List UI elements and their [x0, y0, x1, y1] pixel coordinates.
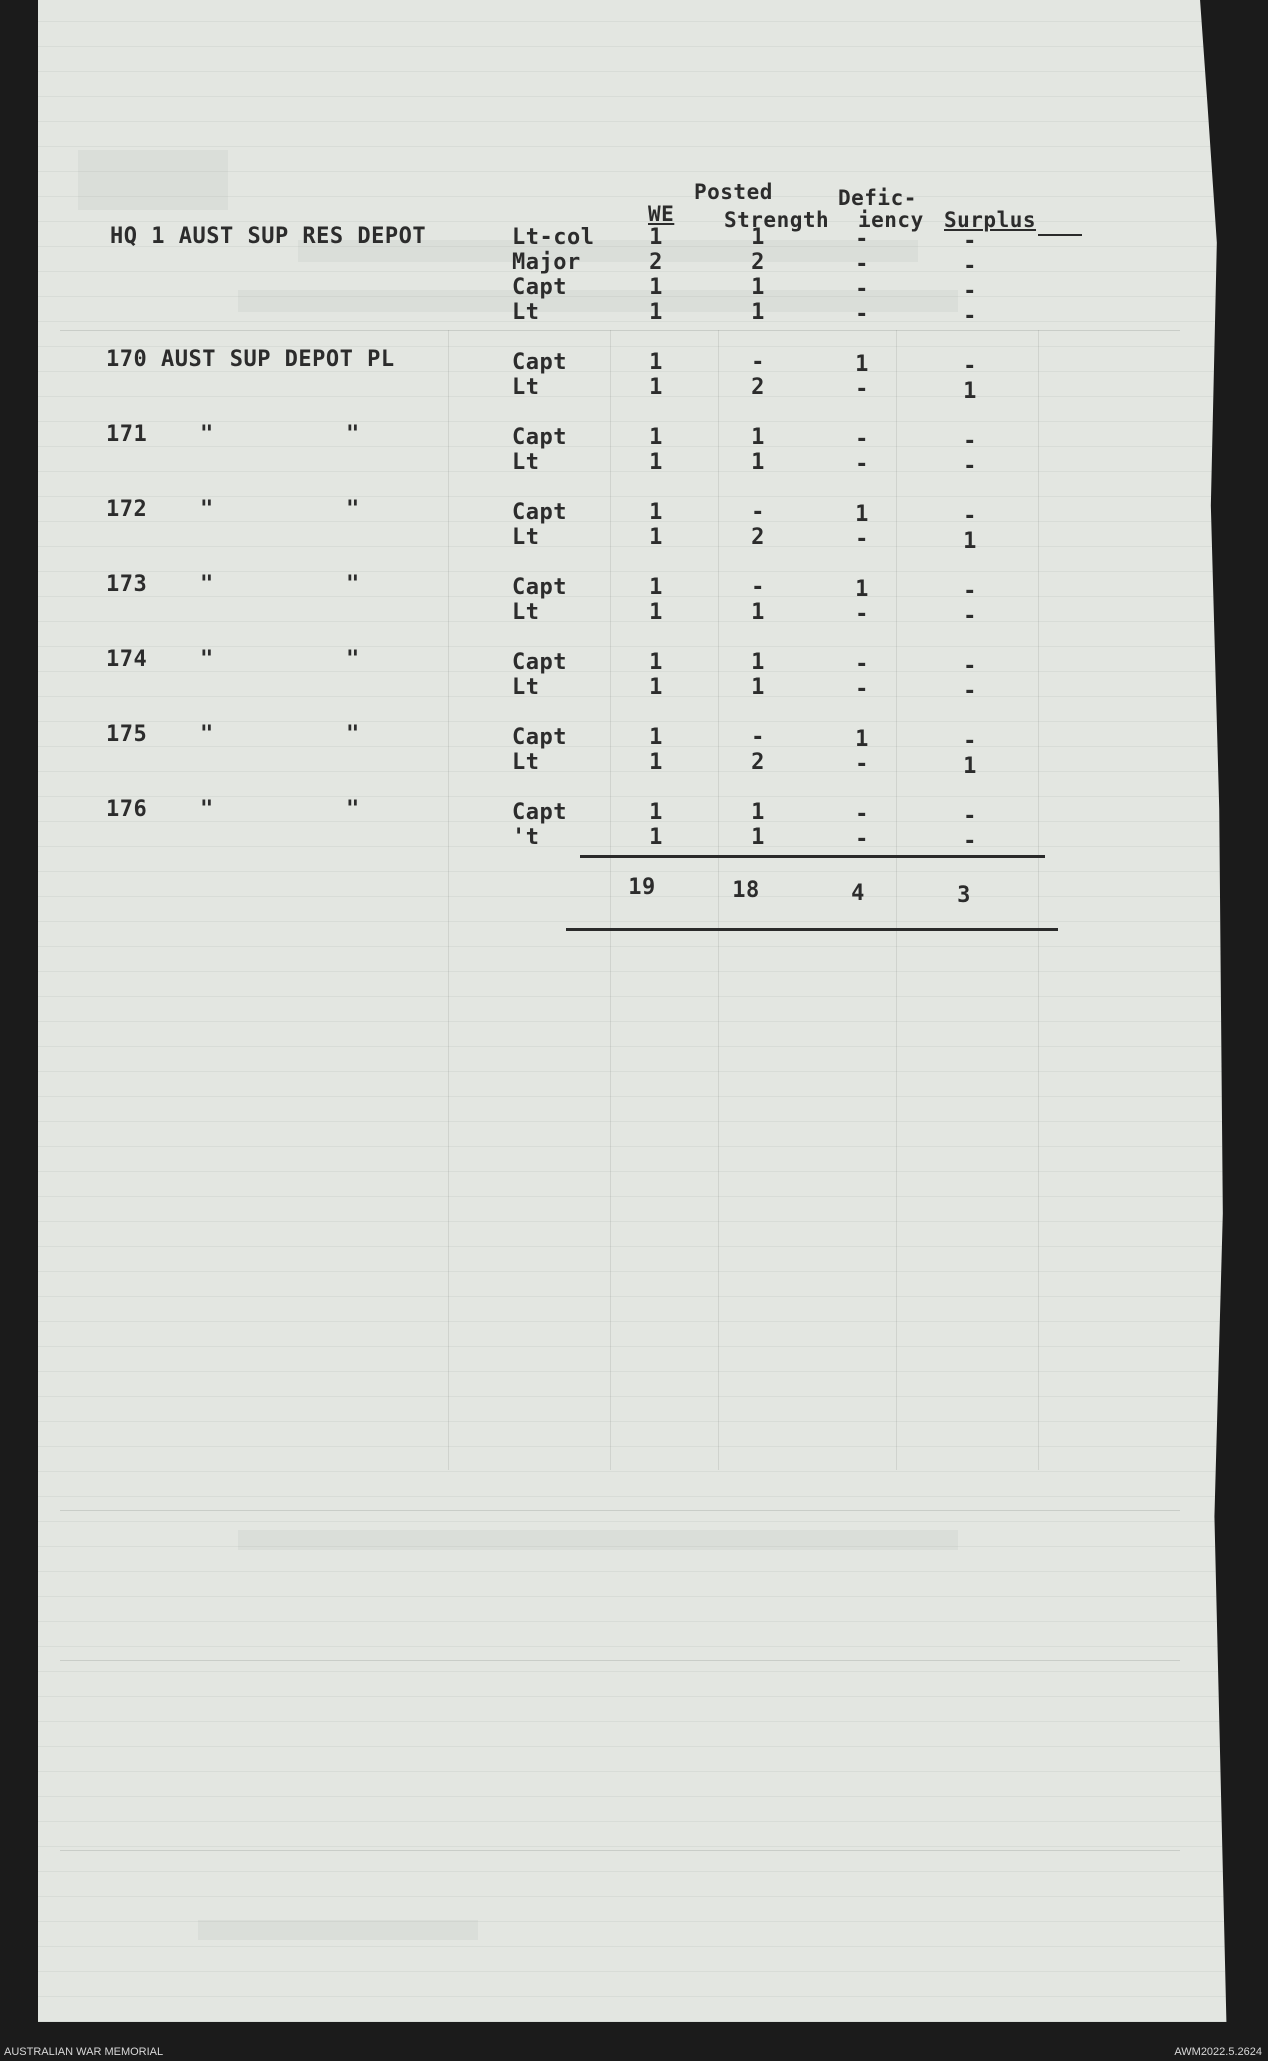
- rank-cell: Lt: [512, 600, 540, 625]
- deficiency-cell: -: [855, 252, 869, 277]
- header-deficiency-line2: iency: [858, 208, 924, 232]
- posted-cell: 1: [751, 450, 765, 475]
- ditto-mark: ": [200, 572, 214, 597]
- rank-cell: Capt: [512, 725, 567, 750]
- ghost-rule: [610, 330, 611, 1470]
- rank-cell: Capt: [512, 500, 567, 525]
- rank-cell: Lt: [512, 525, 540, 550]
- we-cell: 1: [649, 300, 663, 325]
- posted-cell: 2: [751, 375, 765, 400]
- unit-name: 174: [106, 647, 148, 672]
- ghost-stamp: [198, 1920, 478, 1940]
- surplus-cell: -: [963, 804, 977, 829]
- rank-cell: Lt: [512, 750, 540, 775]
- we-cell: 1: [649, 500, 663, 525]
- totals-top-rule: [580, 855, 1045, 858]
- ditto-mark: ": [200, 422, 214, 447]
- we-cell: 1: [649, 675, 663, 700]
- we-cell: 1: [649, 225, 663, 250]
- ghost-rule: [718, 330, 719, 1470]
- ditto-mark: ": [346, 422, 360, 447]
- footer-left: AUSTRALIAN WAR MEMORIAL: [4, 2046, 164, 2058]
- surplus-cell: -: [963, 354, 977, 379]
- deficiency-cell: -: [855, 277, 869, 302]
- ditto-mark: ": [346, 722, 360, 747]
- total-surplus: 3: [957, 883, 971, 908]
- posted-cell: 1: [751, 425, 765, 450]
- deficiency-cell: -: [855, 302, 869, 327]
- posted-cell: 1: [751, 225, 765, 250]
- deficiency-cell: -: [855, 452, 869, 477]
- surplus-cell: -: [963, 254, 977, 279]
- surplus-cell: 1: [963, 379, 977, 404]
- rank-cell: Capt: [512, 575, 567, 600]
- deficiency-cell: 1: [855, 352, 869, 377]
- rank-cell: Lt: [512, 375, 540, 400]
- posted-cell: 2: [751, 525, 765, 550]
- posted-cell: -: [751, 500, 765, 525]
- ghost-rule: [60, 1660, 1180, 1661]
- posted-cell: 1: [751, 275, 765, 300]
- we-cell: 1: [649, 450, 663, 475]
- we-cell: 1: [649, 275, 663, 300]
- surplus-cell: -: [963, 829, 977, 854]
- we-cell: 1: [649, 600, 663, 625]
- ditto-mark: ": [200, 722, 214, 747]
- we-cell: 1: [649, 525, 663, 550]
- ghost-rule: [448, 330, 449, 1470]
- rank-cell: Capt: [512, 650, 567, 675]
- rank-cell: Capt: [512, 800, 567, 825]
- unit-name: 173: [106, 572, 148, 597]
- surplus-cell: -: [963, 654, 977, 679]
- ghost-stamp: [78, 150, 228, 210]
- rank-cell: Lt: [512, 450, 540, 475]
- ghost-rule: [60, 1850, 1180, 1851]
- header-we: WE: [648, 202, 675, 226]
- total-we: 19: [628, 875, 656, 900]
- deficiency-cell: -: [855, 677, 869, 702]
- rank-cell: Lt-col: [512, 225, 595, 250]
- ditto-mark: ": [200, 647, 214, 672]
- deficiency-cell: -: [855, 427, 869, 452]
- posted-cell: 1: [751, 800, 765, 825]
- rank-cell: Lt: [512, 300, 540, 325]
- posted-cell: -: [751, 575, 765, 600]
- surplus-cell: 1: [963, 754, 977, 779]
- posted-cell: 1: [751, 300, 765, 325]
- unit-name: 175: [106, 722, 148, 747]
- we-cell: 1: [649, 750, 663, 775]
- posted-cell: 2: [751, 250, 765, 275]
- surplus-cell: -: [963, 229, 977, 254]
- we-cell: 1: [649, 375, 663, 400]
- header-posted-line1: Posted: [694, 180, 773, 204]
- total-deficiency: 4: [851, 881, 865, 906]
- surplus-cell: -: [963, 679, 977, 704]
- surplus-cell: 1: [963, 529, 977, 554]
- deficiency-cell: -: [855, 227, 869, 252]
- posted-cell: 1: [751, 825, 765, 850]
- deficiency-cell: 1: [855, 502, 869, 527]
- we-cell: 1: [649, 825, 663, 850]
- surplus-cell: -: [963, 579, 977, 604]
- rank-cell: Lt: [512, 675, 540, 700]
- rank-cell: Capt: [512, 350, 567, 375]
- rank-cell: Capt: [512, 425, 567, 450]
- ditto-mark: ": [346, 572, 360, 597]
- posted-cell: 1: [751, 675, 765, 700]
- surplus-cell: -: [963, 304, 977, 329]
- unit-name: 170 AUST SUP DEPOT PL: [106, 347, 395, 372]
- deficiency-cell: 1: [855, 577, 869, 602]
- we-cell: 1: [649, 650, 663, 675]
- posted-cell: 2: [751, 750, 765, 775]
- we-cell: 1: [649, 575, 663, 600]
- ghost-rule: [60, 1510, 1180, 1511]
- unit-name: 172: [106, 497, 148, 522]
- deficiency-cell: -: [855, 827, 869, 852]
- ghost-stamp: [238, 1530, 958, 1550]
- posted-cell: 1: [751, 650, 765, 675]
- we-cell: 1: [649, 800, 663, 825]
- unit-name: HQ 1 AUST SUP RES DEPOT: [110, 224, 427, 249]
- surplus-cell: -: [963, 504, 977, 529]
- we-cell: 1: [649, 425, 663, 450]
- unit-name: 171: [106, 422, 148, 447]
- we-cell: 1: [649, 725, 663, 750]
- header-deficiency-line1: Defic-: [838, 186, 917, 210]
- surplus-cell: -: [963, 429, 977, 454]
- totals-bottom-rule: [566, 928, 1058, 931]
- deficiency-cell: -: [855, 527, 869, 552]
- rank-cell: 't: [512, 825, 540, 850]
- total-posted: 18: [732, 878, 760, 903]
- ditto-mark: ": [346, 797, 360, 822]
- surplus-cell: -: [963, 729, 977, 754]
- deficiency-cell: -: [855, 652, 869, 677]
- deficiency-cell: -: [855, 752, 869, 777]
- header-underline: [1038, 234, 1082, 236]
- posted-cell: -: [751, 725, 765, 750]
- we-cell: 2: [649, 250, 663, 275]
- deficiency-cell: -: [855, 602, 869, 627]
- ditto-mark: ": [200, 497, 214, 522]
- ghost-rule: [896, 330, 897, 1470]
- header-posted-line2: Strength: [724, 208, 830, 232]
- unit-name: 176: [106, 797, 148, 822]
- deficiency-cell: 1: [855, 727, 869, 752]
- ditto-mark: ": [346, 497, 360, 522]
- deficiency-cell: -: [855, 377, 869, 402]
- surplus-cell: -: [963, 604, 977, 629]
- footer-right: AWM2022.5.2624: [1174, 2046, 1262, 2058]
- posted-cell: -: [751, 350, 765, 375]
- we-cell: 1: [649, 350, 663, 375]
- ditto-mark: ": [200, 797, 214, 822]
- surplus-cell: -: [963, 279, 977, 304]
- surplus-cell: -: [963, 454, 977, 479]
- ditto-mark: ": [346, 647, 360, 672]
- header-surplus: Surplus: [944, 208, 1037, 232]
- rank-cell: Capt: [512, 275, 567, 300]
- ghost-rule: [60, 330, 1180, 331]
- deficiency-cell: -: [855, 802, 869, 827]
- ghost-rule: [1038, 330, 1039, 1470]
- rank-cell: Major: [512, 250, 581, 275]
- posted-cell: 1: [751, 600, 765, 625]
